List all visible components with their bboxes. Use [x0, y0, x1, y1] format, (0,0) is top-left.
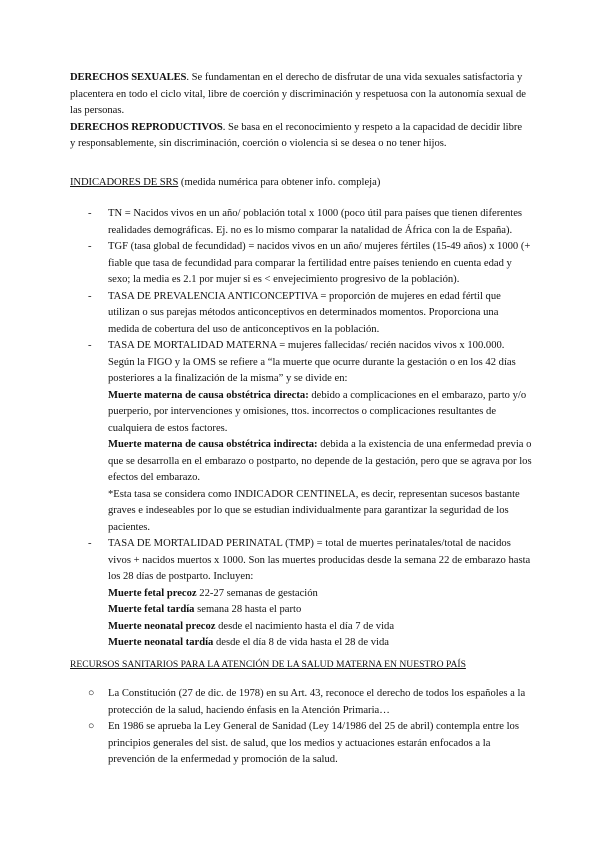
indicator-item-maternal-mortality: [70, 338, 532, 536]
maternal-indirect-label: Muerte materna de causa obstétrica indirecta:: [108, 439, 318, 450]
resource-text: En 1986 se aprueba la Ley General de Sanidad (Ley 14/1986 del 25 de abril) contempla entre los principios generales del sist. de salud, que los medios y actuaciones estarán enfocados a la prevención de la enfermedad y promoción de la salud.: [108, 721, 519, 765]
maternal-direct-label: Muerte materna de causa obstétrica directa:: [108, 389, 309, 401]
perinatal-sub-label: Muerte neonatal tardía: [108, 637, 214, 648]
indicator-text: TN = Nacidos vivos en un año/ población total x 1000 (poco útil para países que tienen diferentes realidades demográficas. Ej. no es lo mismo comparar la natalidad de África con la de España).: [108, 208, 523, 236]
reproductive-rights-title: DERECHOS REPRODUCTIVOS: [70, 121, 223, 133]
indicators-heading-note: (medida numérica para obtener info. compleja): [178, 177, 381, 188]
dash-bullet: -: [88, 208, 92, 219]
sexual-rights-title: DERECHOS SEXUALES: [70, 72, 187, 83]
indicators-heading-title: INDICADORES DE SRS: [70, 177, 179, 188]
reproductive-rights-text: . Se basa en el reconocimiento y respeto a la capacidad de decidir libre y responsablemente, sin discriminación, coerción o violencia si se desea o no tener hijos.: [70, 121, 523, 149]
resource-item-health-law: [70, 719, 532, 769]
circle-bullet: ○: [88, 688, 95, 699]
dash-bullet: -: [88, 538, 92, 549]
circle-bullet: ○: [88, 721, 95, 732]
perinatal-intro: TASA DE MORTALIDAD PERINATAL (TMP) = total de muertes perinatales/total de nacidos vivos + nacidos muertos x 1000. Son las muertes producidas desde la semana 22 de embarazo hasta los 28 días de postparto. Incluyen:: [108, 538, 531, 582]
perinatal-sub-item: [108, 635, 532, 652]
reproductive-rights-paragraph: [70, 120, 530, 153]
indicator-item-perinatal-mortality: [70, 536, 532, 652]
perinatal-sub-text: desde el día 8 de vida hasta el 28 de vida: [213, 637, 389, 648]
maternal-note: *Esta tasa se considera como INDICADOR CENTINELA, es decir, representan sucesos bastante graves e indeseables por lo que se estudian individualmente para garantizar la seguridad de los pacientes.: [108, 488, 520, 533]
sexual-rights-paragraph: [70, 70, 530, 120]
perinatal-sub-text: desde el nacimiento hasta el día 7 de vida: [215, 620, 395, 632]
perinatal-sub-label: Muerte neonatal precoz: [108, 620, 216, 632]
maternal-intro: TASA DE MORTALIDAD MATERNA = mujeres fallecidas/ recién nacidos vivos x 100.000. Según la FIGO y la OMS se refiere a “la muerte que ocurre durante la gestación o en los 42 días posteriores a la finalización de la misma” y se divide en:: [108, 340, 516, 384]
indicators-list: [70, 206, 532, 652]
perinatal-sub-text: semana 28 hasta el parto: [194, 604, 302, 615]
perinatal-sub-label: Muerte fetal precoz: [108, 587, 197, 599]
indicator-item-tgf: [70, 239, 532, 289]
indicators-heading: [70, 175, 550, 192]
resources-list: [70, 686, 532, 769]
perinatal-sub-item: [108, 602, 532, 619]
perinatal-sub-label: Muerte fetal tardía: [108, 604, 195, 615]
maternal-direct: [108, 388, 532, 438]
rights-section: [70, 70, 530, 153]
indicator-item-tn: [70, 206, 532, 239]
dash-bullet: -: [88, 340, 92, 351]
resources-heading: RECURSOS SANITARIOS PARA LA ATENCIÓN DE LA SALUD MATERNA EN NUESTRO PAÍS: [70, 659, 466, 670]
sexual-rights-text: . Se fundamentan en el derecho de disfrutar de una vida sexuales satisfactoria y placentera en todo el ciclo vital, libre de coerción y discriminación y respetuosa con la autonomía sexual de las personas.: [70, 72, 526, 116]
dash-bullet: -: [88, 241, 92, 252]
indicator-item-contraceptive: [70, 289, 532, 339]
perinatal-sub-item: [108, 586, 532, 603]
indicator-text: TASA DE PREVALENCIA ANTICONCEPTIVA = proporción de mujeres en edad fértil que utilizan o sus parejas métodos anticonceptivos en determinados momentos. Proporciona una medida de cobertura del uso de anticonceptivos en la población.: [108, 290, 501, 335]
resource-item-constitution: [70, 686, 532, 719]
perinatal-sub-text: 22-27 semanas de gestación: [196, 587, 318, 599]
dash-bullet: -: [88, 290, 92, 302]
maternal-indirect: [108, 437, 532, 487]
perinatal-sub-item: [108, 619, 532, 636]
maternal-direct-text: debido a complicaciones en el embarazo, parto y/o puerperio, por intervenciones y omisiones, ttos. incorrectos o complicaciones resultantes de cualquiera de estos factores.: [108, 389, 527, 434]
indicator-text: TGF (tasa global de fecundidad) = nacidos vivos en un año/ mujeres fértiles (15-49 años) x 1000 (+ fiable que tasa de fecundidad para comparar la fertilidad entre países teniendo en cuenta edad y sexo; la media es 2.1 por mujer si es < envejecimiento progresivo de la población).: [108, 241, 531, 285]
resource-text: La Constitución (27 de dic. de 1978) en su Art. 43, reconoce el derecho de todos los españoles a la protección de la salud, haciendo énfasis en la Atención Primaria…: [108, 688, 526, 716]
maternal-indirect-text: debida a la existencia de una enfermedad previa o que se desarrolla en el embarazo o postparto, no depende de la gestación, pero que se agrava por los efectos del embarazo.: [108, 439, 532, 483]
